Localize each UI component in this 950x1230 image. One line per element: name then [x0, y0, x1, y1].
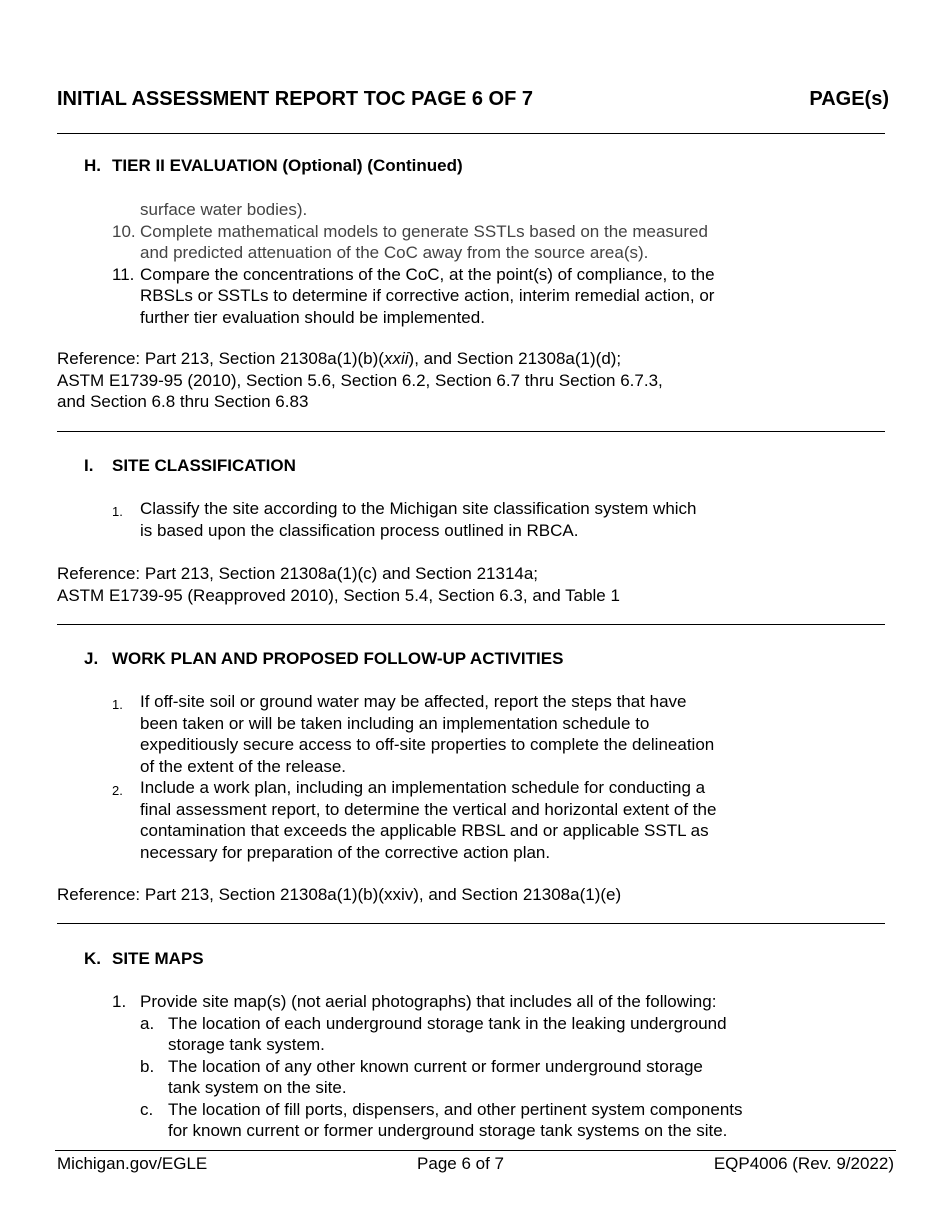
item-text	[168, 1099, 832, 1142]
list-item	[112, 691, 812, 777]
section-letter: K.	[84, 949, 101, 968]
section-title: SITE MAPS	[112, 949, 204, 968]
text-line: The location of any other known current or former underground storage	[168, 1056, 703, 1076]
footer-divider	[55, 1150, 896, 1151]
reference-line: ASTM E1739-95 (Reapproved 2010), Section 5.4, Section 6.3, and Table 1	[57, 585, 620, 605]
item-text	[140, 264, 812, 329]
item-number: 1.	[112, 992, 127, 1011]
divider	[57, 133, 885, 134]
section-k-heading	[84, 948, 204, 970]
section-title: WORK PLAN AND PROPOSED FOLLOW-UP ACTIVITIES	[112, 649, 564, 668]
item-text	[140, 691, 812, 777]
item-text	[168, 1056, 832, 1099]
section-h-list	[112, 199, 812, 328]
section-i-list	[112, 498, 812, 541]
reference-text: ), and Section 21308a(1)(d);	[408, 349, 622, 368]
item-text	[140, 498, 812, 541]
section-i-reference	[57, 563, 887, 606]
item-number: 11.	[112, 264, 135, 284]
reference-line: Reference: Part 213, Section 21308a(1)(b)(xxiv), and Section 21308a(1)(e)	[57, 885, 622, 904]
section-letter: H.	[84, 156, 101, 175]
list-item	[112, 777, 812, 863]
footer-form-id: EQP4006 (Rev. 9/2022)	[713, 1154, 894, 1173]
text-line: and predicted attenuation of the CoC away from the source area(s).	[140, 243, 649, 262]
divider	[57, 624, 885, 625]
text-line: The location of each underground storage tank in the leaking underground	[168, 1013, 727, 1033]
item-letter: c.	[140, 1099, 154, 1119]
page-title: INITIAL ASSESSMENT REPORT TOC PAGE 6 OF 7	[57, 88, 533, 110]
sub-list-item	[140, 1013, 832, 1056]
text-line: been taken or will be taken including an implementation schedule to	[140, 713, 650, 733]
page-footer	[57, 1153, 894, 1175]
reference-italic: xxii	[383, 349, 409, 368]
text-line: further tier evaluation should be implemented.	[140, 307, 485, 327]
footer-page-number: Page 6 of 7	[417, 1154, 505, 1173]
sub-list-item	[140, 1099, 832, 1142]
reference-line: and Section 6.8 thru Section 6.83	[57, 392, 309, 411]
text-line: is based upon the classification process outlined in RBCA.	[140, 520, 579, 540]
section-j-list	[112, 691, 812, 863]
item-text: Provide site map(s) (not aerial photographs) that includes all of the following:	[140, 992, 717, 1011]
list-item	[112, 264, 812, 329]
page-header	[57, 86, 889, 112]
section-i-heading	[84, 455, 296, 477]
text-line: Complete mathematical models to generate SSTLs based on the measured	[140, 221, 708, 241]
item-text	[140, 777, 812, 863]
item-text	[140, 221, 812, 264]
text-line: of the extent of the release.	[140, 756, 347, 776]
pages-label: PAGE(s)	[809, 88, 889, 110]
text-line: final assessment report, to determine the vertical and horizontal extent of the	[140, 799, 717, 819]
divider	[57, 431, 885, 432]
text-line: necessary for preparation of the corrective action plan.	[140, 842, 551, 862]
list-item	[112, 221, 812, 264]
reference-text: Reference: Part 213, Section 21308a(1)(b)(	[57, 349, 384, 368]
list-item	[112, 498, 812, 541]
item-text	[168, 1013, 832, 1056]
item-number: 1.	[112, 504, 123, 519]
footer-website: Michigan.gov/EGLE	[57, 1154, 208, 1173]
text-line: contamination that exceeds the applicable RBSL and or applicable SSTL as	[140, 821, 709, 840]
item-number: 10.	[112, 221, 136, 241]
section-letter: I.	[84, 456, 94, 475]
item-letter: b.	[140, 1056, 155, 1076]
reference-line	[57, 348, 887, 370]
text-line: RBSLs or SSTLs to determine if corrective action, interim remedial action, or	[140, 286, 715, 305]
text-line: The location of fill ports, dispensers, and other pertinent system components	[168, 1099, 743, 1119]
continuation-text: surface water bodies).	[140, 200, 308, 219]
text-line: for known current or former underground storage tank systems on the site.	[168, 1121, 728, 1140]
item-number: 1.	[112, 697, 123, 712]
text-line: tank system on the site.	[168, 1078, 347, 1097]
reference-line: Reference: Part 213, Section 21308a(1)(c) and Section 21314a;	[57, 564, 539, 583]
text-line: If off-site soil or ground water may be affected, report the steps that have	[140, 692, 687, 711]
item-number: 2.	[112, 783, 123, 798]
section-h-reference	[57, 348, 887, 413]
text-line: Include a work plan, including an implementation schedule for conducting a	[140, 778, 706, 797]
reference-line: ASTM E1739-95 (2010), Section 5.6, Section 6.2, Section 6.7 thru Section 6.7.3,	[57, 370, 663, 390]
section-k-list	[112, 991, 832, 1142]
section-title: TIER II EVALUATION (Optional) (Continued)	[112, 156, 463, 175]
text-line: Classify the site according to the Michigan site classification system which	[140, 499, 697, 518]
section-title: SITE CLASSIFICATION	[112, 456, 296, 475]
section-j-reference	[57, 884, 887, 906]
text-line: Compare the concentrations of the CoC, at the point(s) of compliance, to the	[140, 264, 715, 284]
sub-list-item	[140, 1056, 832, 1099]
text-line: storage tank system.	[168, 1035, 325, 1054]
item-letter: a.	[140, 1013, 155, 1033]
list-item	[112, 991, 832, 1013]
list-item	[112, 199, 812, 221]
text-line: expeditiously secure access to off-site properties to complete the delineation	[140, 735, 715, 754]
section-j-heading	[84, 648, 563, 670]
section-h-heading	[84, 155, 463, 177]
section-letter: J.	[84, 649, 99, 668]
divider	[57, 923, 885, 924]
